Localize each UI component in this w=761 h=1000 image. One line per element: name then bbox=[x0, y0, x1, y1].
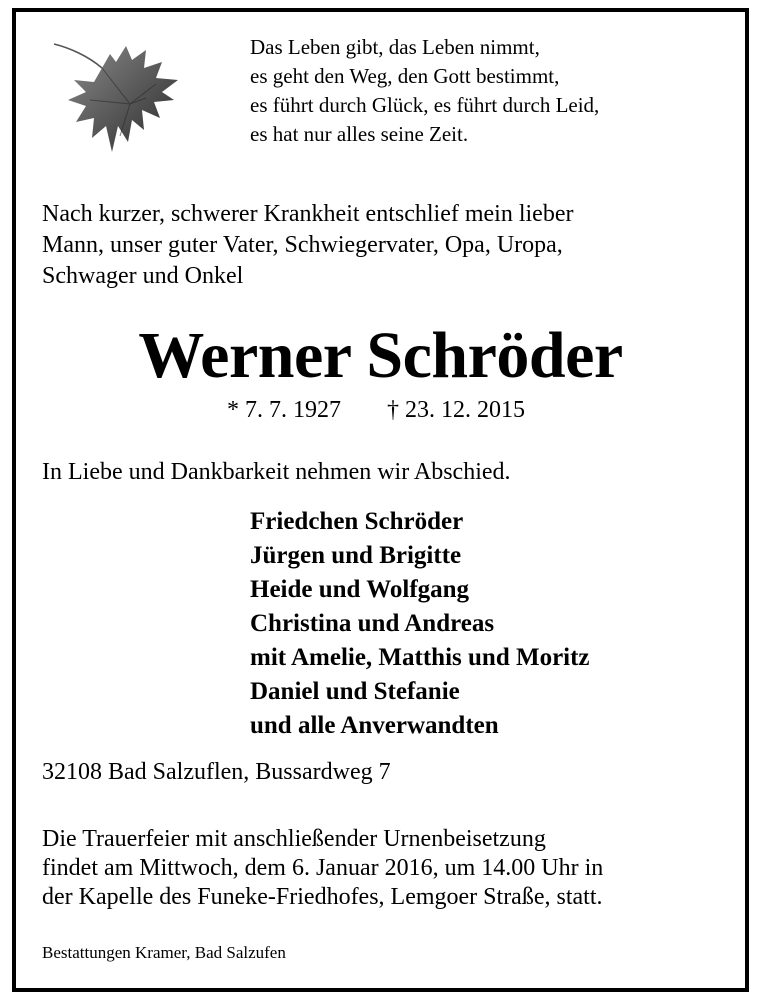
death-date: † 23. 12. 2015 bbox=[387, 397, 525, 423]
farewell-text: In Liebe und Dankbarkeit nehmen wir Abschied. bbox=[42, 459, 511, 485]
funeral-line: der Kapelle des Funeke-Friedhofes, Lemgoer Straße, statt. bbox=[42, 884, 603, 910]
intro-line: Schwager und Onkel bbox=[42, 263, 244, 289]
intro-line: Nach kurzer, schwerer Krankheit entschlief mein lieber bbox=[42, 201, 574, 227]
family-member: und alle Anverwandten bbox=[250, 712, 499, 739]
deceased-name: Werner Schröder bbox=[138, 319, 623, 392]
poem-line: Das Leben gibt, das Leben nimmt, bbox=[250, 35, 540, 59]
family-member: Heide und Wolfgang bbox=[250, 576, 470, 603]
maple-leaf-icon bbox=[50, 40, 205, 165]
family-member: Jürgen und Brigitte bbox=[250, 542, 462, 569]
poem-line: es geht den Weg, den Gott bestimmt, bbox=[250, 64, 560, 88]
family-member: Christina und Andreas bbox=[250, 610, 495, 637]
funeral-line: Die Trauerfeier mit anschließender Urnenbeisetzung bbox=[42, 826, 546, 852]
undertaker: Bestattungen Kramer, Bad Salzufen bbox=[42, 943, 286, 962]
life-dates bbox=[227, 395, 525, 425]
birth-date: * 7. 7. 1927 bbox=[227, 397, 341, 423]
family-member: Friedchen Schröder bbox=[250, 508, 464, 535]
intro-text bbox=[42, 199, 573, 292]
family-member: mit Amelie, Matthis und Moritz bbox=[250, 644, 590, 671]
poem bbox=[250, 33, 599, 149]
intro-line: Mann, unser guter Vater, Schwiegervater, Opa, Uropa, bbox=[42, 232, 563, 258]
poem-line: es führt durch Glück, es führt durch Leid, bbox=[250, 93, 600, 117]
poem-line: es hat nur alles seine Zeit. bbox=[250, 122, 469, 146]
address: 32108 Bad Salzuflen, Bussardweg 7 bbox=[42, 759, 391, 785]
funeral-line: findet am Mittwoch, dem 6. Januar 2016, um 14.00 Uhr in bbox=[42, 855, 604, 881]
family-list bbox=[250, 505, 590, 743]
family-member: Daniel und Stefanie bbox=[250, 678, 460, 705]
funeral-notice bbox=[42, 825, 603, 912]
